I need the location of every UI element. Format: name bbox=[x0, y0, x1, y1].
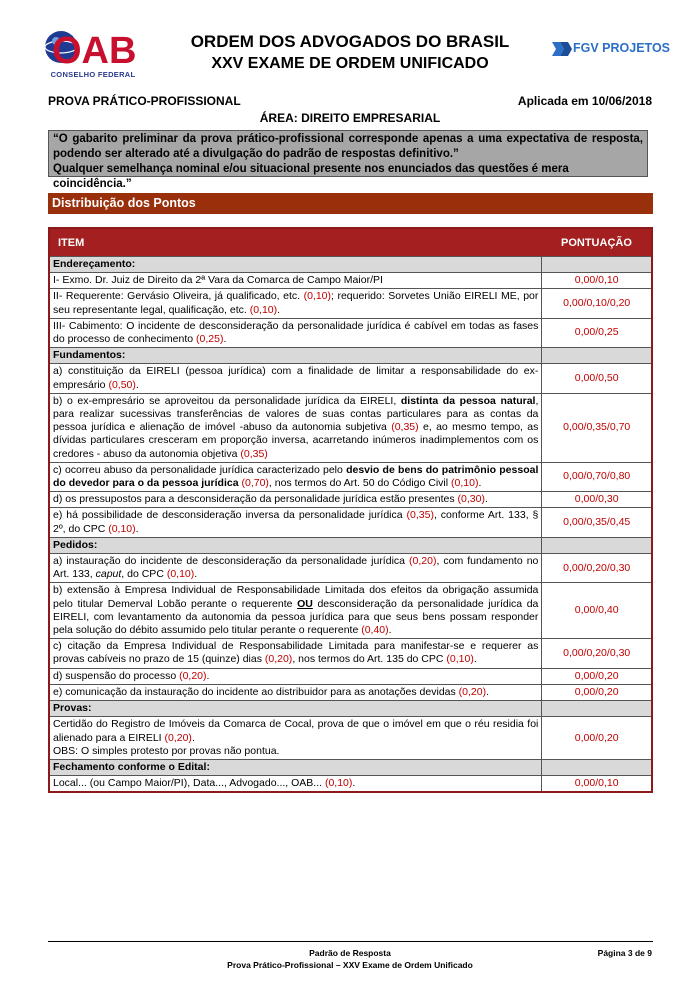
item-score: 0,00/0,20/0,30 bbox=[542, 554, 652, 583]
header-title-line1: ORDEM DOS ADVOGADOS DO BRASIL bbox=[190, 32, 510, 51]
item-text: b) o ex-empresário se aproveitou da personalidade jurídica da EIRELI, distinta da pessoa natural, para realizar sucessivas transferências de valores de suas contas particulares para as contas da pessoa jurídica e alienação de imóvel -abuso da autonomia subjetiva (0,35) e, ao mesmo tempo, as dívidas particulares cresceram em proporção inversa, acarretando inúmeros inadimplementos com os credores - abuso da autonomia objetiva (0,35) bbox=[49, 393, 542, 462]
section-row-fechamento bbox=[49, 759, 652, 775]
applied-date: Aplicada em 10/06/2018 bbox=[517, 94, 652, 108]
item-text: a) constituição da EIRELI (pessoa jurídica) com a finalidade de limitar a responsabilidade do ex-empresário (0,50). bbox=[49, 364, 542, 393]
section-row-fundamentos bbox=[49, 348, 652, 364]
header-title-line2: XXV EXAME DE ORDEM UNIFICADO bbox=[211, 55, 489, 72]
item-score: 0,00/0,50 bbox=[542, 364, 652, 393]
footer-divider bbox=[48, 941, 653, 942]
oab-logo-text: OAB bbox=[52, 30, 137, 71]
item-text: d) suspensão do processo (0,20). bbox=[49, 668, 542, 684]
table-row bbox=[49, 583, 652, 639]
table-row bbox=[49, 318, 652, 347]
exam-area: ÁREA: DIREITO EMPRESARIAL bbox=[259, 111, 441, 125]
table-row bbox=[49, 462, 652, 491]
table-row bbox=[49, 508, 652, 537]
item-text: Certidão do Registro de Imóveis da Comarca de Cocal, prova de que o imóvel em que o réu residia foi alienado para a EIRELI (0,20). OBS: O simples protesto por provas não pontua. bbox=[49, 717, 542, 760]
notice-box bbox=[48, 130, 648, 190]
table-row bbox=[49, 717, 652, 760]
item-score: 0,00/0,10 bbox=[542, 273, 652, 289]
points-table bbox=[48, 227, 653, 793]
table-row bbox=[49, 273, 652, 289]
item-score: 0,00/0,20 bbox=[542, 684, 652, 700]
table-header-row bbox=[49, 228, 652, 257]
item-text: III- Cabimento: O incidente de desconsideração da personalidade jurídica é cabível em todas as fases do processo de conhecimento (0,25). bbox=[49, 318, 542, 347]
item-score: 0,00/0,20 bbox=[542, 668, 652, 684]
fgv-logo-text: FGV PROJETOS bbox=[573, 41, 671, 55]
section-row-provas bbox=[49, 701, 652, 717]
section-title: Distribuição dos Pontos bbox=[48, 193, 653, 214]
table-row bbox=[49, 554, 652, 583]
item-score: 0,00/0,30 bbox=[542, 492, 652, 508]
table-row bbox=[49, 492, 652, 508]
item-score: 0,00/0,10/0,20 bbox=[542, 289, 652, 318]
item-score: 0,00/0,35/0,70 bbox=[542, 393, 652, 462]
section-label: Fechamento conforme o Edital: bbox=[49, 759, 542, 775]
page-number: Página 3 de 9 bbox=[597, 948, 652, 958]
exam-type: PROVA PRÁTICO-PROFISSIONAL bbox=[48, 94, 241, 108]
col-item-header: ITEM bbox=[49, 228, 542, 257]
item-score: 0,00/0,20 bbox=[542, 717, 652, 760]
notice-line1: “O gabarito preliminar da prova prático-profissional corresponde apenas a uma expectativa de resposta, bbox=[53, 133, 643, 145]
table-row bbox=[49, 393, 652, 462]
footer-line1: Padrão de Resposta bbox=[309, 948, 391, 958]
col-points-header: PONTUAÇÃO bbox=[542, 228, 652, 257]
section-row-pedidos bbox=[49, 537, 652, 553]
item-score: 0,00/0,10 bbox=[542, 776, 652, 793]
table-row bbox=[49, 684, 652, 700]
section-label: Pedidos: bbox=[49, 537, 542, 553]
table-row bbox=[49, 364, 652, 393]
item-score: 0,00/0,25 bbox=[542, 318, 652, 347]
item-text: Local... (ou Campo Maior/PI), Data..., Advogado..., OAB... (0,10). bbox=[49, 776, 542, 793]
item-text: e) há possibilidade de desconsideração inversa da personalidade jurídica (0,35), conforme Art. 133, § 2º, do CPC (0,10). bbox=[49, 508, 542, 537]
oab-logo-subtitle: CONSELHO FEDERAL bbox=[50, 70, 136, 79]
table-row bbox=[49, 639, 652, 668]
item-score: 0,00/0,20/0,30 bbox=[542, 639, 652, 668]
item-score: 0,00/0,70/0,80 bbox=[542, 462, 652, 491]
section-label: Endereçamento: bbox=[49, 257, 542, 273]
table-row bbox=[49, 668, 652, 684]
item-text: b) extensão à Empresa Individual de Responsabilidade Limitada dos efeitos da obrigação assumida pelo titular Demerval Lobão perante o requerente OU desconsideração da personalidade jurídica da EIRELI, com levantamento da autonomia da pessoa jurídica para que seus bens possam responder pela solução do débito assumido pelo titular perante o requerente (0,40). bbox=[49, 583, 542, 639]
footer-line2: Prova Prático-Profissional – XXV Exame de Ordem Unificado bbox=[227, 960, 473, 970]
table-row bbox=[49, 776, 652, 793]
item-text: I- Exmo. Dr. Juiz de Direito da 2ª Vara da Comarca de Campo Maior/PI bbox=[49, 273, 542, 289]
table-row bbox=[49, 289, 652, 318]
item-text: d) os pressupostos para a desconsideração da personalidade jurídica estão presentes (0,30). bbox=[49, 492, 542, 508]
notice-line2: podendo ser alterado até a divulgação do padrão de respostas definitivo.” bbox=[53, 148, 459, 160]
item-text: II- Requerente: Gervásio Oliveira, já qualificado, etc. (0,10); requerido: Sorvetes União EIRELI ME, por seu representante legal, qualificação, etc. (0,10). bbox=[49, 289, 542, 318]
page-header bbox=[0, 0, 700, 90]
item-score: 0,00/0,40 bbox=[542, 583, 652, 639]
section-label: Provas: bbox=[49, 701, 542, 717]
item-score: 0,00/0,35/0,45 bbox=[542, 508, 652, 537]
section-label: Fundamentos: bbox=[49, 348, 542, 364]
section-row-enderecamento bbox=[49, 257, 652, 273]
item-text: e) comunicação da instauração do incidente ao distribuidor para as anotações devidas (0,20). bbox=[49, 684, 542, 700]
item-text: c) ocorreu abuso da personalidade jurídica caracterizado pelo desvio de bens do patrimônio pessoal do devedor para o da pessoa jurídica (0,70), nos termos do Art. 50 do Código Civil (0,10). bbox=[49, 462, 542, 491]
item-text: c) citação da Empresa Individual de Responsabilidade Limitada para manifestar-se e requerer as provas cabíveis no prazo de 15 (quinze) dias (0,20), nos termos do Art. 135 do CPC (0,10). bbox=[49, 639, 542, 668]
item-text: a) instauração do incidente de desconsideração da personalidade jurídica (0,20), com fundamento no Art. 133, caput, do CPC (0,10). bbox=[49, 554, 542, 583]
notice-line3: Qualquer semelhança nominal e/ou situacional presente nos enunciados das questões é mera coincidência.” bbox=[53, 163, 569, 190]
